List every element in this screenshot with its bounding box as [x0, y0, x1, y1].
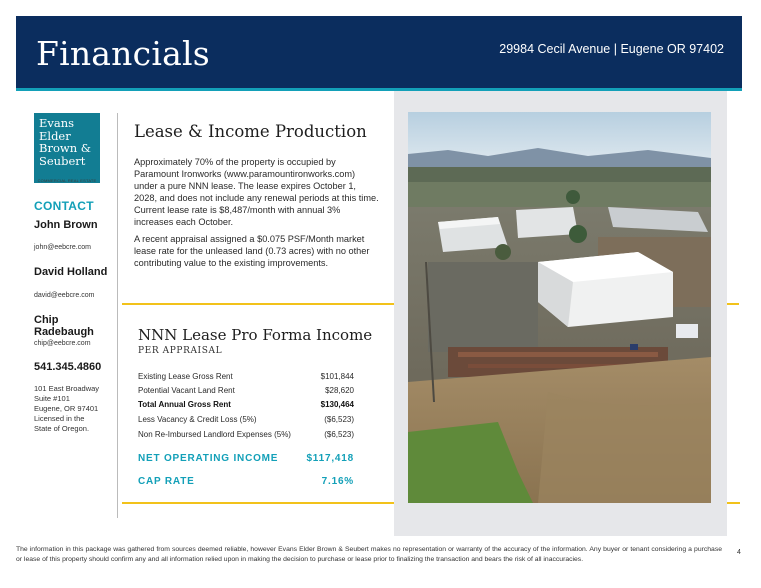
office-address [34, 384, 114, 434]
legal-disclaimer: The information in this package was gathered from sources deemed reliable, however Evans Elder Brown & Seubert makes no representation or warranty of the accuracy of the information. Any buyer or tenant considering a purchase or lease of this property should confirm any and all information relied upon in making the decision to purchase or lease prior to finalizing the transaction and bears the risk of all inaccuracies. [16, 546, 722, 563]
row-value: ($6,523) [324, 430, 354, 439]
proforma-row [138, 415, 354, 427]
property-address: 29984 Cecil Avenue | Eugene OR 97402 [499, 42, 724, 56]
sidebar-divider [117, 113, 118, 518]
row-value: $130,464 [320, 400, 354, 409]
logo-line: Brown & [39, 141, 92, 155]
address-line: Licensed in the [34, 414, 85, 423]
contact-name: David Holland [34, 266, 108, 278]
cap-label: CAP RATE [138, 476, 195, 487]
row-value: ($6,523) [324, 415, 354, 424]
logo-line: Seubert [39, 153, 86, 168]
row-value: $28,620 [325, 386, 354, 395]
address-line: 101 East Broadway [34, 384, 100, 393]
row-label: Less Vacancy & Credit Loss (5%) [138, 415, 257, 424]
contact-name: John Brown [34, 219, 98, 231]
row-label: Total Annual Gross Rent [138, 400, 231, 409]
contact-email[interactable]: john@eebcre.com [34, 244, 91, 251]
noi-value: $117,418 [306, 453, 354, 464]
proforma-row [138, 386, 354, 398]
address-line: State of Oregon. [34, 424, 90, 433]
header-banner [16, 16, 742, 88]
contact-heading: CONTACT [34, 199, 94, 213]
aerial-property-photo [408, 112, 711, 503]
proforma-row [138, 430, 354, 442]
net-operating-income [138, 453, 354, 467]
proforma-total-row [138, 400, 354, 412]
company-logo [34, 113, 100, 183]
proforma-title: NNN Lease Pro Forma Income [138, 326, 373, 344]
row-label: Existing Lease Gross Rent [138, 372, 233, 381]
address-line: Eugene, OR 97401 [34, 404, 99, 413]
contact-phone[interactable]: 541.345.4860 [34, 361, 102, 373]
contact-name: Chip Radebaugh [34, 314, 94, 338]
gold-divider [122, 303, 394, 305]
lease-paragraph: Approximately 70% of the property is occupied by Paramount Ironworks (www.paramountironworks.com) under a pure NNN lease. The lease expires October 1, 2028, and does not include any renewal periods at this time. Current lease rate is $8,487/month with annual 3% increases each October. [134, 157, 379, 228]
logo-subtitle: COMMERCIAL REAL ESTATE [37, 178, 97, 183]
proforma-subtitle: PER APPRAISAL [138, 346, 223, 356]
lease-section-title: Lease & Income Production [134, 122, 367, 141]
noi-label: NET OPERATING INCOME [138, 453, 279, 464]
logo-line: Evans [39, 116, 75, 130]
cap-rate [138, 476, 354, 490]
cap-value: 7.16% [321, 476, 354, 487]
page-number: 4 [737, 549, 741, 556]
row-label: Non Re-Imbursed Landlord Expenses (5%) [138, 430, 291, 439]
appraisal-paragraph: A recent appraisal assigned a $0.075 PSF/Month market lease rate for the unleased land (0.73 acres) with no other contributing value to the existing improvements. [134, 234, 370, 269]
row-value: $101,844 [320, 372, 354, 381]
contact-email[interactable]: chip@eebcre.com [34, 340, 91, 347]
proforma-row [138, 372, 354, 384]
row-label: Potential Vacant Land Rent [138, 386, 235, 395]
address-line: Suite #101 [34, 394, 70, 403]
page-title: Financials [36, 34, 210, 73]
logo-line: Elder [39, 128, 71, 143]
contact-email[interactable]: david@eebcre.com [34, 292, 95, 299]
